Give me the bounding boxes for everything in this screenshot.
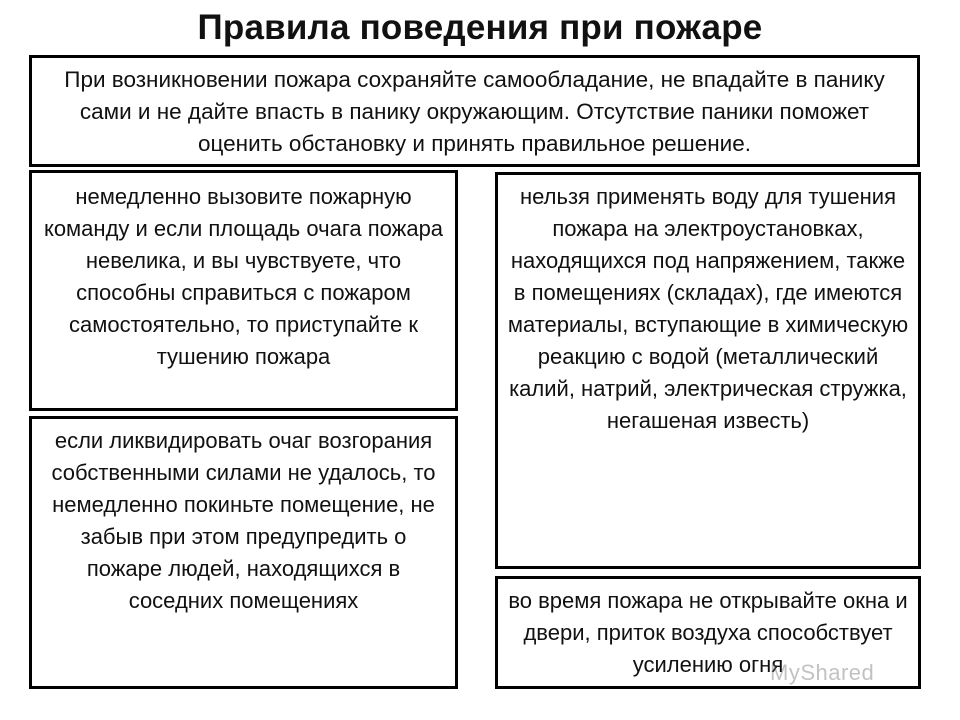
page-title: Правила поведения при пожаре	[197, 8, 763, 47]
rule-text-no-water: нельзя применять воду для тушения пожара на электроустановках, находящихся под напряжением, также в помещениях (складах), где имеются материалы, вступающие в химическую реакцию с водой (металлический калий, натрий, электрическая стружка, негашеная известь)	[507, 184, 909, 433]
rule-text-leave-premises: если ликвидировать очаг возгорания собственными силами не удалось, то немедленно покиньте помещение, не забыв при этом предупредить о пожаре людей, находящихся в соседних помещениях	[51, 428, 436, 613]
rule-text-call-fire-brigade: немедленно вызовите пожарную команду и если площадь очага пожара невелика, и вы чувствуете, что способны справиться с пожаром самостоятельно, то приступайте к тушению пожара	[43, 184, 444, 369]
rule-box-no-water	[495, 172, 921, 569]
rule-box-call-fire-brigade	[29, 170, 458, 411]
rule-box-windows-doors	[495, 576, 921, 689]
rule-text-windows-doors: во время пожара не открывайте окна и двери, приток воздуха способствует усилению огня	[508, 588, 908, 677]
rule-box-leave-premises	[29, 416, 458, 689]
intro-box	[29, 55, 920, 167]
watermark: MyShared	[770, 660, 875, 685]
intro-text: При возникновении пожара сохраняйте самообладание, не впадайте в панику сами и не дайте впасть в панику окружающим. Отсутствие паники поможет оценить обстановку и принять правильное решение.	[64, 67, 885, 156]
